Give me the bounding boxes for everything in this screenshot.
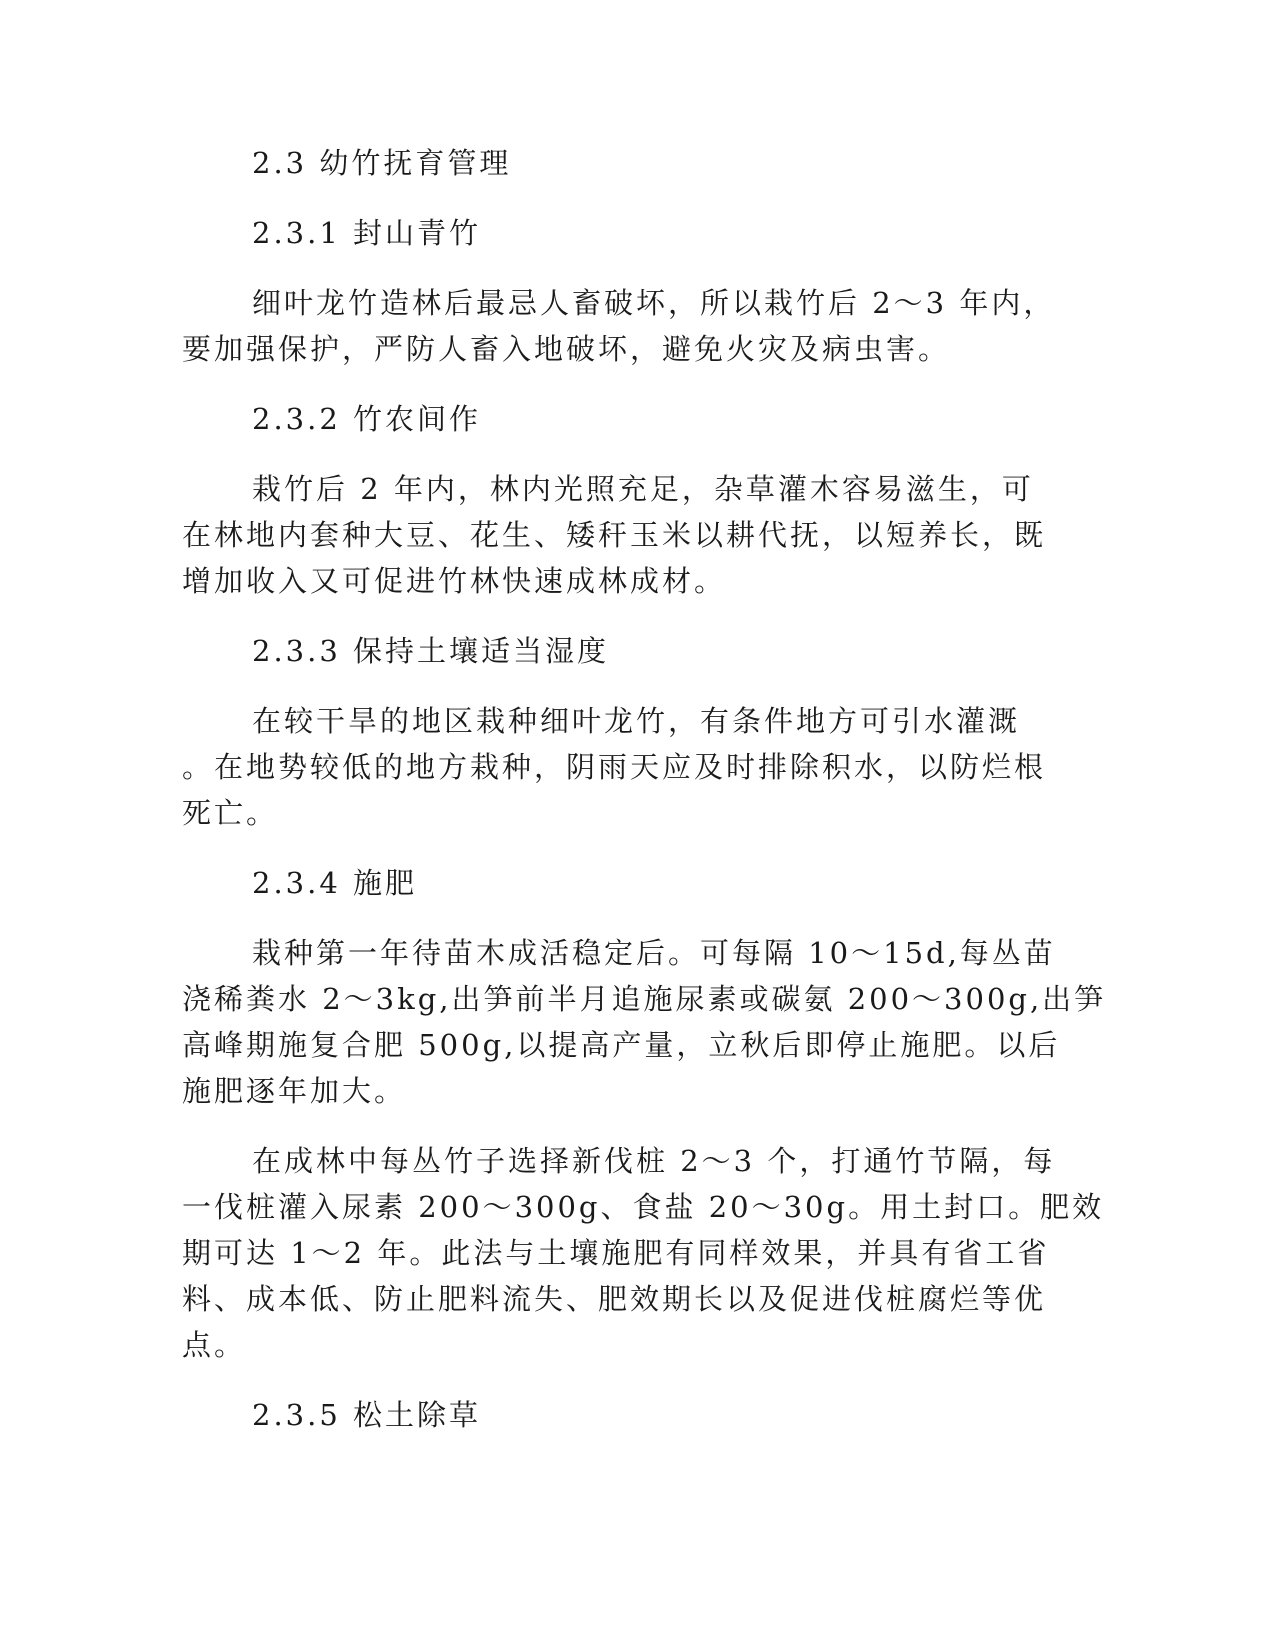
subsection-heading-2-3-4: 2.3.4 施肥 xyxy=(252,866,418,900)
paragraph-intercropping xyxy=(182,466,1047,604)
paragraph-line: 栽竹后 2 年内，林内光照充足，杂草灌木容易滋生，可 xyxy=(252,472,1034,506)
paragraph-line: 期可达 1～2 年。此法与土壤施肥有同样效果，并具有省工省 xyxy=(182,1236,1050,1270)
paragraph-line: 一伐桩灌入尿素 200～300g、食盐 20～30g。用土封口。肥效 xyxy=(182,1190,1105,1224)
paragraph-line: 高峰期施复合肥 500g,以提高产量，立秋后即停止施肥。以后 xyxy=(182,1028,1061,1062)
paragraph-line: 。在地势较低的地方栽种，阴雨天应及时排除积水，以防烂根 xyxy=(182,750,1047,784)
subsection-heading-2-3-3: 2.3.3 保持土壤适当湿度 xyxy=(252,634,610,668)
paragraph-line: 要加强保护，严防人畜入地破坏，避免火灾及病虫害。 xyxy=(182,332,951,366)
paragraph-enclosure xyxy=(182,280,1056,372)
subsection-heading-2-3-2: 2.3.2 竹农间作 xyxy=(252,402,482,436)
paragraph-line: 在成林中每丛竹子选择新伐桩 2～3 个，打通竹节隔，每 xyxy=(252,1144,1056,1178)
paragraph-line: 栽种第一年待苗木成活稳定后。可每隔 10～15d,每丛苗 xyxy=(252,936,1056,970)
paragraph-line: 施肥逐年加大。 xyxy=(182,1074,407,1108)
paragraph-stump-fertilizing xyxy=(182,1138,1105,1368)
paragraph-humidity xyxy=(182,698,1047,836)
subsection-heading-2-3-1: 2.3.1 封山青竹 xyxy=(252,216,482,250)
paragraph-line: 细叶龙竹造林后最忌人畜破坏，所以栽竹后 2～3 年内， xyxy=(252,286,1056,320)
paragraph-line: 死亡。 xyxy=(182,796,279,830)
document-page xyxy=(182,140,1107,1462)
paragraph-line: 浇稀粪水 2～3kg,出笋前半月追施尿素或碳氨 200～300g,出笋 xyxy=(182,982,1107,1016)
paragraph-line: 料、成本低、防止肥料流失、肥效期长以及促进伐桩腐烂等优 xyxy=(182,1282,1047,1316)
section-heading-2-3: 2.3 幼竹抚育管理 xyxy=(252,146,512,180)
paragraph-fertilizing xyxy=(182,930,1107,1114)
paragraph-line: 点。 xyxy=(182,1328,247,1362)
paragraph-line: 增加收入又可促进竹林快速成林成材。 xyxy=(182,564,727,598)
paragraph-line: 在林地内套种大豆、花生、矮秆玉米以耕代抚，以短养长，既 xyxy=(182,518,1047,552)
paragraph-line: 在较干旱的地区栽种细叶龙竹，有条件地方可引水灌溉 xyxy=(252,704,1021,738)
subsection-heading-2-3-5: 2.3.5 松土除草 xyxy=(252,1398,482,1432)
